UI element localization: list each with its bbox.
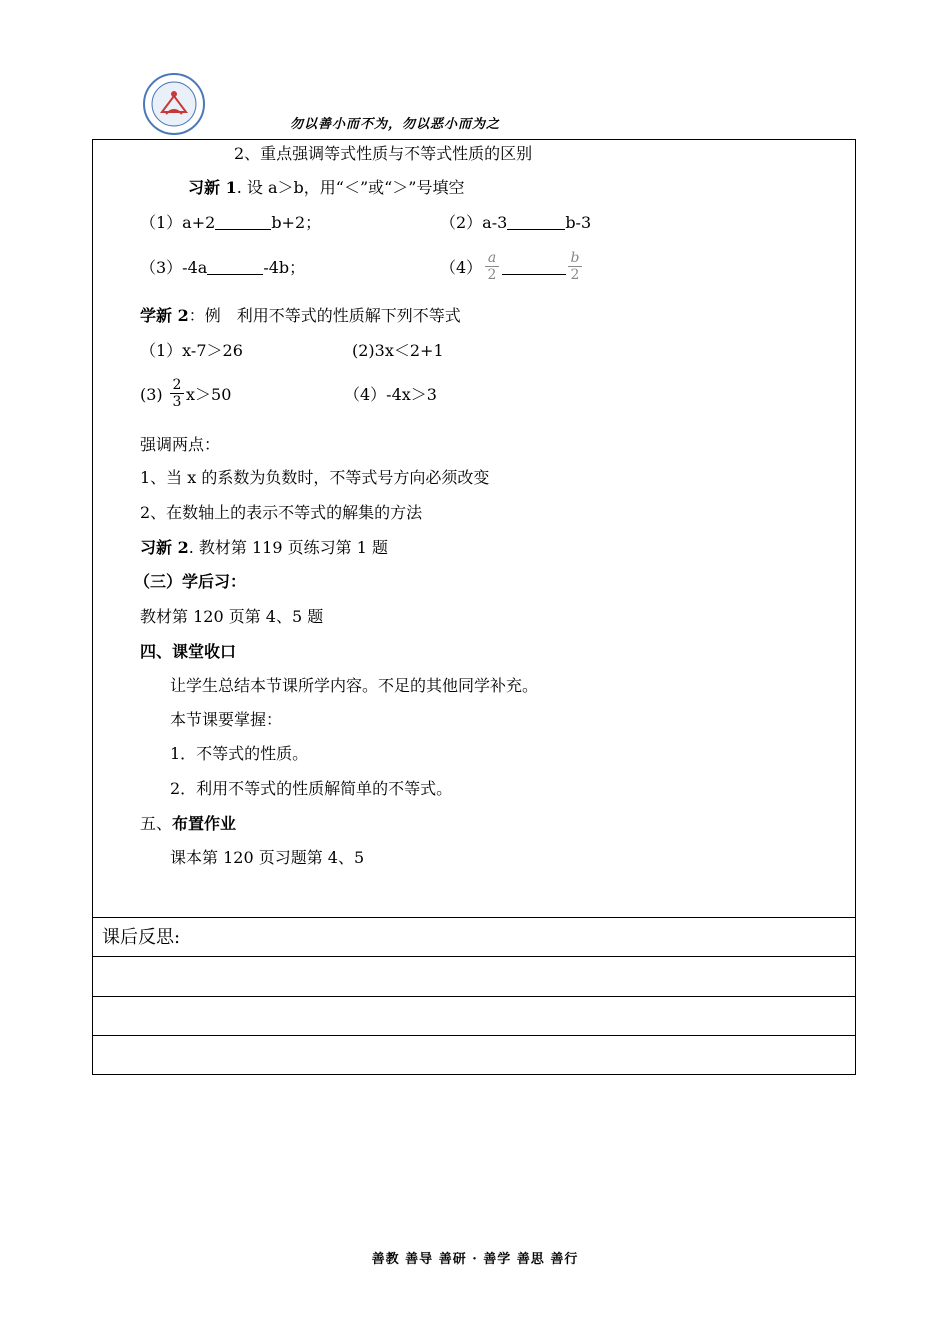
q1-left: （1）a+2 xyxy=(140,213,216,232)
section-4-title: 四、课堂收口 xyxy=(140,642,237,661)
question-3 xyxy=(140,258,305,278)
xixin1-text: . 设 a＞b，用“＜”或“＞”号填空 xyxy=(236,178,465,197)
xixin1-label: 习新 1 xyxy=(188,178,237,197)
fraction-denominator: 2 xyxy=(568,266,582,283)
q2-right: b-3 xyxy=(565,213,592,232)
answer-blank[interactable] xyxy=(507,213,565,230)
answer-blank[interactable] xyxy=(207,258,263,275)
answer-blank[interactable] xyxy=(215,213,271,230)
xixin2-text: . 教材第 119 页练习第 1 题 xyxy=(188,538,388,557)
section-5-heading: 布置作业 xyxy=(172,814,237,833)
emphasis-point-1: 1、当 x 的系数为负数时，不等式号方向必须改变 xyxy=(140,468,490,487)
reflection-label: 课后反思: xyxy=(102,927,181,948)
fraction-numerator: a xyxy=(487,250,497,266)
xixin1-heading xyxy=(188,178,464,198)
xixin2-label: 习新 2 xyxy=(140,538,189,557)
fraction-a-over-2 xyxy=(485,250,499,283)
section-5-prefix: 五、 xyxy=(140,814,173,833)
question-2 xyxy=(440,213,591,233)
problem-3-prefix: (3) xyxy=(140,385,163,404)
table-divider xyxy=(93,1035,855,1036)
fraction-2-over-3 xyxy=(170,377,184,410)
fraction-numerator: 2 xyxy=(172,377,182,393)
answer-blank[interactable] xyxy=(502,258,566,275)
table-divider xyxy=(93,956,855,957)
xixin2-heading xyxy=(140,538,388,558)
q3-right: -4b； xyxy=(263,258,306,277)
problem-1: （1）x-7＞26 xyxy=(140,341,243,360)
xuexin2-text: ：例 利用不等式的性质解下列不等式 xyxy=(188,306,461,325)
section-5-title xyxy=(140,814,236,834)
question-4-label: （4） xyxy=(440,258,483,277)
problem-2: (2)3x＜2+1 xyxy=(352,341,444,360)
section-4-item-2: 2．利用不等式的性质解简单的不等式。 xyxy=(170,779,453,798)
emphasis-point-2: 2、在数轴上的表示不等式的解集的方法 xyxy=(140,503,423,522)
q1-right: b+2； xyxy=(271,213,322,232)
section-4-item-1: 1．不等式的性质。 xyxy=(170,744,309,763)
school-logo xyxy=(142,72,206,136)
emphasis-title: 强调两点： xyxy=(140,435,221,454)
fraction-denominator: 2 xyxy=(485,266,499,283)
q2-left: （2）a-3 xyxy=(440,213,508,232)
table-divider xyxy=(93,996,855,997)
header-motto: 勿以善小而不为，勿以恶小而为之 xyxy=(290,117,501,132)
xuexin2-heading xyxy=(140,306,461,326)
fraction-b-over-2 xyxy=(568,250,582,283)
section-4-text-1: 让学生总结本节课所学内容。不足的其他同学补充。 xyxy=(170,676,539,695)
section-3-title: （三）学后习： xyxy=(134,572,247,591)
problem-4: （4）-4x＞3 xyxy=(344,385,437,404)
problem-3-suffix: x＞50 xyxy=(186,385,232,404)
q3-left: （3）-4a xyxy=(140,258,208,277)
section-3-text: 教材第 120 页第 4、5 题 xyxy=(140,607,324,626)
fraction-numerator: b xyxy=(570,250,580,266)
footer-slogan: 善教 善导 善研 · 善学 善思 善行 xyxy=(371,1252,579,1267)
xuexin2-label: 学新 2 xyxy=(140,306,189,325)
question-1 xyxy=(140,213,321,233)
emphasis-line: 2、重点强调等式性质与不等式性质的区别 xyxy=(234,144,533,163)
table-divider xyxy=(93,917,855,918)
section-4-text-2: 本节课要掌握： xyxy=(170,710,283,729)
section-5-text: 课本第 120 页习题第 4、5 xyxy=(170,848,365,867)
fraction-denominator: 3 xyxy=(170,393,184,410)
